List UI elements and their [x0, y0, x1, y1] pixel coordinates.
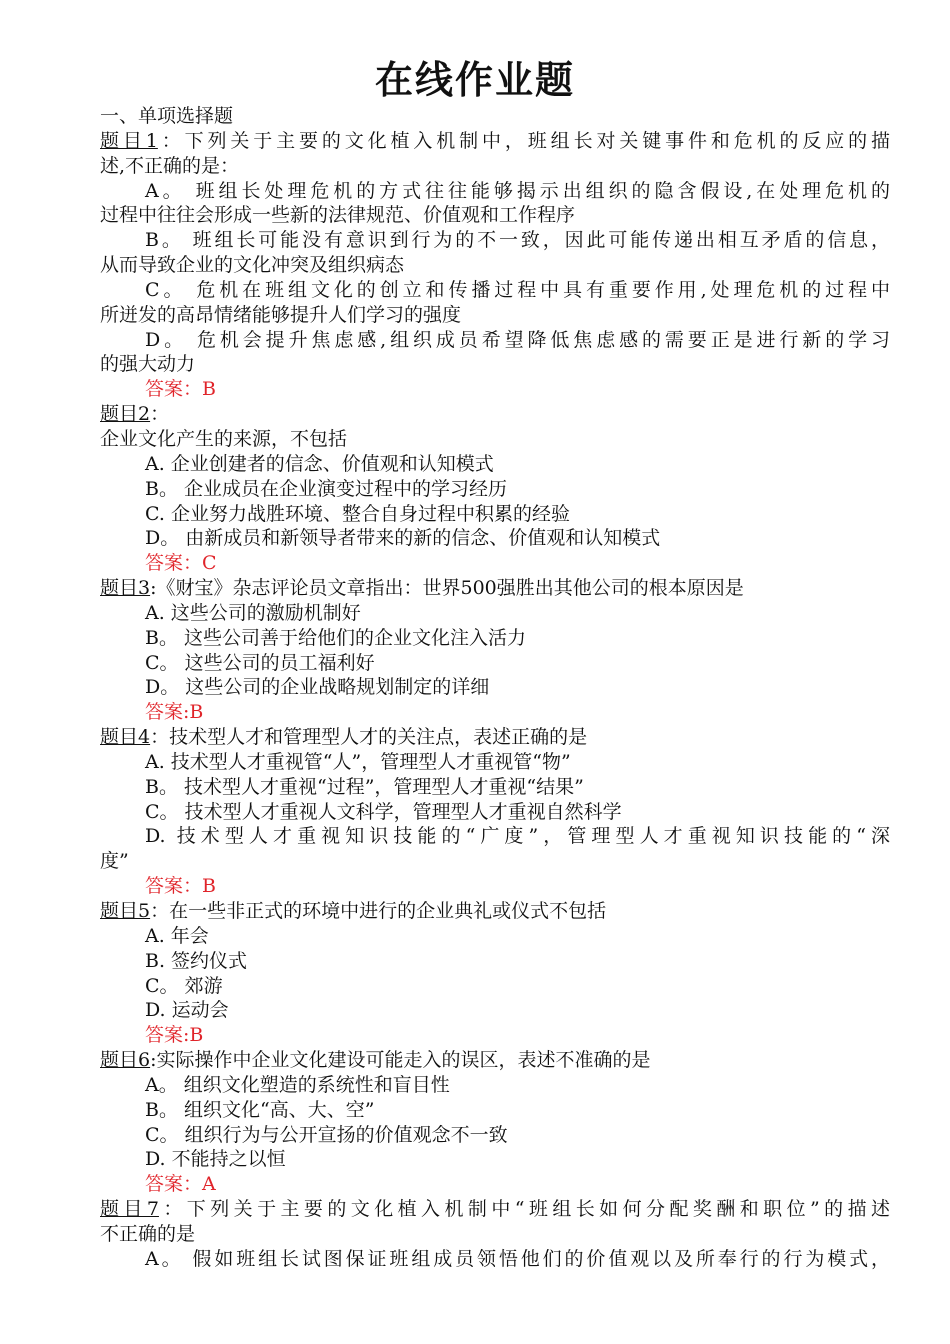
answer-line — [100, 700, 890, 725]
text-span: 答案：B — [145, 875, 216, 898]
text-line — [100, 1247, 890, 1272]
text-span: 答案：A — [145, 1173, 216, 1196]
text-span: ：下列关于主要的文化植入机制中，班组长对关键事件和危机的反应的描 — [157, 129, 890, 152]
text-line — [100, 278, 890, 303]
text-line — [100, 526, 890, 551]
text-span: 答案：C — [145, 552, 217, 575]
text-line — [100, 899, 890, 924]
text-span: 的强大动力 — [100, 353, 196, 376]
text-line — [100, 203, 890, 228]
text-line — [100, 1147, 890, 1172]
text-span: 企业文化产生的来源，不包括 — [100, 427, 348, 450]
document-title: 在线作业题 — [374, 58, 575, 102]
text-span: D。 危机会提升焦虑感,组织成员希望降低焦虑感的需要正是进行新的学习 — [145, 328, 890, 351]
text-span: 一、单项选择题 — [100, 105, 234, 127]
text-line — [100, 352, 890, 377]
text-span: A. 年会 — [145, 924, 209, 947]
text-span: 答案:B — [145, 1024, 204, 1047]
text-span: A. 这些公司的激励机制好 — [145, 601, 361, 624]
text-span: :实际操作中企业文化建设可能走入的误区，表述不准确的是 — [150, 1049, 651, 1072]
text-span: C。 技术型人才重视人文科学，管理型人才重视自然科学 — [145, 800, 622, 823]
answer-line — [100, 1172, 890, 1197]
answer-line — [100, 551, 890, 576]
text-span: C。 组织行为与公开宣扬的价值观念不一致 — [145, 1123, 508, 1146]
question-label: 题目7 — [100, 1198, 159, 1221]
question-label: 题目3 — [100, 577, 151, 600]
text-line — [100, 974, 890, 999]
answer-line — [100, 1023, 890, 1048]
text-span: B。 企业成员在企业演变过程中的学习经历 — [145, 477, 508, 500]
text-line — [100, 1222, 890, 1247]
text-line — [100, 253, 890, 278]
text-span: A。 假如班组长试图保证班组成员领悟他们的价值观以及所奉行的行为模式， — [145, 1247, 890, 1270]
text-line — [100, 129, 890, 154]
text-span: 从而导致企业的文化冲突及组织病态 — [100, 254, 405, 277]
text-span: B。 组织文化“高、大、空” — [145, 1098, 375, 1121]
text-span: B。 技术型人才重视“过程”，管理型人才重视“结果” — [145, 775, 584, 798]
text-span: B. 签约仪式 — [145, 949, 248, 972]
text-line — [100, 949, 890, 974]
text-line — [100, 477, 890, 502]
text-line — [100, 675, 890, 700]
text-span: D. 运动会 — [145, 999, 229, 1022]
text-line — [100, 104, 890, 129]
text-line — [100, 924, 890, 949]
text-span: 答案:B — [145, 701, 204, 724]
text-span: ：在一些非正式的环境中进行的企业典礼或仪式不包括 — [150, 900, 607, 922]
text-line — [100, 824, 890, 849]
text-span: A。 班组长处理危机的方式往往能够揭示出组织的隐含假设,在处理危机的 — [145, 179, 890, 202]
text-span: ：技术型人才和管理型人才的关注点，表述正确的是 — [150, 726, 588, 749]
text-span: 述,不正确的是： — [100, 154, 240, 177]
text-span: C。 这些公司的员工福利好 — [145, 651, 375, 674]
text-line — [100, 154, 890, 179]
text-line — [100, 725, 890, 750]
text-line — [100, 1197, 890, 1222]
text-line — [100, 1098, 890, 1123]
text-span: 答案：B — [145, 378, 216, 401]
question-label: 题目4 — [100, 726, 151, 749]
text-line — [100, 849, 890, 874]
text-span: 所迸发的高昂情绪能够提升人们学习的强度 — [100, 303, 462, 326]
text-span: D。 这些公司的企业战略规划制定的详细 — [145, 676, 490, 699]
text-line — [100, 775, 890, 800]
text-span: A. 技术型人才重视管“人”，管理型人才重视管“物” — [145, 750, 571, 773]
text-line — [100, 576, 890, 601]
text-line — [100, 601, 890, 626]
text-line — [100, 452, 890, 477]
text-line — [100, 328, 890, 353]
text-line — [100, 303, 890, 328]
text-line — [100, 750, 890, 775]
text-line — [100, 651, 890, 676]
text-span: B。 班组长可能没有意识到行为的不一致，因此可能传递出相互矛盾的信息， — [145, 229, 890, 252]
text-line — [100, 1048, 890, 1073]
text-span: :《财宝》杂志评论员文章指出：世界500强胜出其他公司的根本原因是 — [150, 577, 744, 600]
text-line — [100, 1073, 890, 1098]
text-span: ：下列关于主要的文化植入机制中“班组长如何分配奖酬和职位”的描述 — [158, 1198, 890, 1221]
answer-line — [100, 377, 890, 402]
text-span: B。 这些公司善于给他们的企业文化注入活力 — [145, 626, 527, 649]
text-line — [100, 800, 890, 825]
text-span: 度” — [100, 850, 129, 873]
text-span: A。 组织文化塑造的系统性和盲目性 — [145, 1073, 450, 1096]
text-span: C。 郊游 — [145, 974, 223, 997]
text-span: ： — [150, 403, 170, 426]
text-line — [100, 502, 890, 527]
text-span: D. 不能持之以恒 — [145, 1148, 286, 1171]
text-span: D. 技术型人才重视知识技能的“广度”，管理型人才重视知识技能的“深 — [145, 825, 890, 848]
document-body — [100, 104, 890, 1272]
text-span: C。 危机在班组文化的创立和传播过程中具有重要作用,处理危机的过程中 — [145, 278, 890, 301]
text-line — [100, 427, 890, 452]
text-line — [100, 402, 890, 427]
question-label: 题目1 — [100, 129, 158, 152]
text-span: 不正确的是 — [100, 1222, 196, 1245]
text-line — [100, 228, 890, 253]
text-span: 过程中往往会形成一些新的法律规范、价值观和工作程序 — [100, 204, 576, 227]
question-label: 题目5 — [100, 900, 151, 922]
text-line — [100, 626, 890, 651]
question-label: 题目6 — [100, 1049, 151, 1072]
text-line — [100, 998, 890, 1023]
answer-line — [100, 874, 890, 899]
text-span: C. 企业努力战胜环境、整合自身过程中积累的经验 — [145, 502, 570, 525]
text-span: A. 企业创建者的信念、价值观和认知模式 — [145, 452, 494, 475]
question-label: 题目2 — [100, 403, 151, 426]
text-line — [100, 1123, 890, 1148]
text-span: D。 由新成员和新领导者带来的新的信念、价值观和认知模式 — [145, 527, 661, 550]
text-line — [100, 179, 890, 204]
